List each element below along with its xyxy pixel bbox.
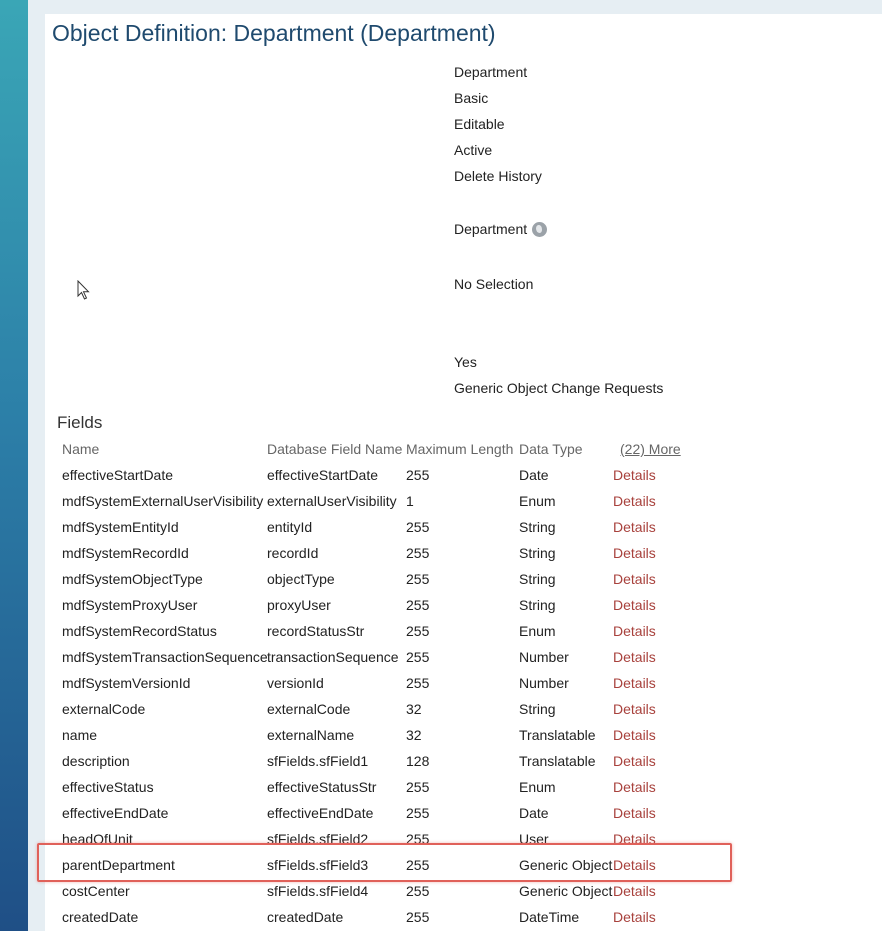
field-name: effectiveStatus (62, 779, 154, 795)
details-link[interactable]: Details (613, 727, 656, 743)
property-value-text: Editable (454, 116, 505, 132)
data-type: Enum (519, 623, 556, 639)
database-field-name: sfFields.sfField4 (267, 883, 369, 899)
maximum-length: 1 (406, 493, 414, 509)
column-header-maximum-length: Maximum Length (406, 441, 514, 457)
details-link[interactable]: Details (613, 831, 656, 847)
table-row (0, 805, 882, 825)
details-link[interactable]: Details (613, 571, 656, 587)
table-row (0, 753, 882, 773)
field-name: mdfSystemObjectType (62, 571, 203, 587)
details-link[interactable]: Details (613, 649, 656, 665)
data-type: Translatable (519, 753, 596, 769)
details-link[interactable]: Details (613, 909, 656, 925)
data-type: DateTime (519, 909, 580, 925)
field-name: mdfSystemRecordStatus (62, 623, 217, 639)
property-value (454, 116, 505, 132)
field-name: mdfSystemEntityId (62, 519, 179, 535)
property-value-text: Yes (454, 354, 477, 370)
maximum-length: 255 (406, 545, 430, 561)
data-type: Date (519, 805, 549, 821)
details-link[interactable]: Details (613, 675, 656, 691)
mouse-cursor-icon (77, 280, 91, 300)
details-link[interactable]: Details (613, 623, 656, 639)
data-type: Generic Object (519, 883, 613, 899)
table-row (0, 493, 882, 513)
more-fields-link[interactable]: (22) More (620, 441, 681, 457)
field-name: externalCode (62, 701, 146, 717)
database-field-name: externalUserVisibility (267, 493, 397, 509)
database-field-name: effectiveEndDate (267, 805, 374, 821)
maximum-length: 128 (406, 753, 430, 769)
maximum-length: 255 (406, 649, 430, 665)
property-value-text: Basic (454, 90, 489, 106)
property-value (454, 380, 663, 396)
field-name: name (62, 727, 98, 743)
field-name: headOfUnit (62, 831, 133, 847)
property-value (454, 168, 542, 184)
details-link[interactable]: Details (613, 883, 656, 899)
table-row (0, 675, 882, 695)
maximum-length: 255 (406, 519, 430, 535)
database-field-name: recordStatusStr (267, 623, 365, 639)
maximum-length: 255 (406, 467, 430, 483)
database-field-name: externalName (267, 727, 355, 743)
database-field-name: objectType (267, 571, 335, 587)
data-type: String (519, 545, 556, 561)
property-value-text: Delete History (454, 168, 542, 184)
maximum-length: 32 (406, 701, 422, 717)
database-field-name: recordId (267, 545, 319, 561)
table-row (0, 623, 882, 643)
table-row (0, 779, 882, 799)
maximum-length: 255 (406, 779, 430, 795)
data-type: Generic Object (519, 857, 613, 873)
maximum-length: 255 (406, 597, 430, 613)
maximum-length: 255 (406, 857, 430, 873)
table-row (0, 727, 882, 747)
table-row (0, 467, 882, 487)
data-type: Translatable (519, 727, 596, 743)
details-link[interactable]: Details (613, 597, 656, 613)
property-value (454, 354, 477, 370)
data-type: Date (519, 467, 549, 483)
details-link[interactable]: Details (613, 493, 656, 509)
property-value-text: Department (454, 64, 528, 80)
field-name: mdfSystemTransactionSequence (62, 649, 268, 665)
column-header-data-type: Data Type (519, 441, 583, 457)
globe-icon[interactable] (532, 222, 547, 237)
database-field-name: createdDate (267, 909, 344, 925)
table-row (0, 519, 882, 539)
property-value (454, 276, 533, 292)
data-type: String (519, 571, 556, 587)
field-name: description (62, 753, 130, 769)
details-link[interactable]: Details (613, 701, 656, 717)
details-link[interactable]: Details (613, 545, 656, 561)
table-row (0, 571, 882, 591)
maximum-length: 255 (406, 571, 430, 587)
maximum-length: 255 (406, 831, 430, 847)
table-row (0, 597, 882, 617)
property-value (454, 64, 527, 80)
details-link[interactable]: Details (613, 805, 656, 821)
page-title: Object Definition: Department (Department) (52, 20, 496, 46)
database-field-name: proxyUser (267, 597, 331, 613)
data-type: Number (519, 675, 569, 691)
fields-section-title: Fields (57, 413, 103, 432)
details-link[interactable]: Details (613, 753, 656, 769)
table-row (0, 545, 882, 565)
data-type: String (519, 701, 556, 717)
property-value-text: Active (454, 142, 493, 158)
column-header-database-field-name: Database Field Name (267, 441, 403, 457)
property-value (454, 142, 492, 158)
maximum-length: 255 (406, 623, 430, 639)
property-value (454, 90, 488, 106)
database-field-name: sfFields.sfField1 (267, 753, 369, 769)
data-type: User (519, 831, 549, 847)
field-name: mdfSystemRecordId (62, 545, 189, 561)
maximum-length: 255 (406, 805, 430, 821)
field-name: mdfSystemVersionId (62, 675, 191, 691)
data-type: String (519, 519, 556, 535)
database-field-name: sfFields.sfField3 (267, 857, 369, 873)
database-field-name: entityId (267, 519, 313, 535)
field-name: effectiveEndDate (62, 805, 169, 821)
database-field-name: externalCode (267, 701, 351, 717)
field-name: costCenter (62, 883, 130, 899)
field-name: mdfSystemProxyUser (62, 597, 198, 613)
property-value-text: Generic Object Change Requests (454, 380, 664, 396)
table-row (0, 909, 882, 929)
field-name: mdfSystemExternalUserVisibility (62, 493, 264, 509)
table-row (0, 701, 882, 721)
data-type: Enum (519, 493, 556, 509)
maximum-length: 32 (406, 727, 422, 743)
details-link[interactable]: Details (613, 519, 656, 535)
data-type: Number (519, 649, 569, 665)
property-value (454, 221, 547, 237)
database-field-name: transactionSequence (267, 649, 399, 665)
table-row (0, 649, 882, 669)
property-value-text: Department (454, 221, 528, 237)
data-type: String (519, 597, 556, 613)
field-name: createdDate (62, 909, 139, 925)
highlight-annotation (37, 843, 732, 882)
field-name: effectiveStartDate (62, 467, 174, 483)
table-row (0, 883, 882, 903)
database-field-name: sfFields.sfField2 (267, 831, 369, 847)
details-link[interactable]: Details (613, 779, 656, 795)
database-field-name: effectiveStartDate (267, 467, 379, 483)
maximum-length: 255 (406, 909, 430, 925)
details-link[interactable]: Details (613, 857, 656, 873)
details-link[interactable]: Details (613, 467, 656, 483)
property-value-text: No Selection (454, 276, 534, 292)
maximum-length: 255 (406, 883, 430, 899)
field-name: parentDepartment (62, 857, 175, 873)
data-type: Enum (519, 779, 556, 795)
column-header-name: Name (62, 441, 100, 457)
maximum-length: 255 (406, 675, 430, 691)
database-field-name: effectiveStatusStr (267, 779, 377, 795)
database-field-name: versionId (267, 675, 324, 691)
